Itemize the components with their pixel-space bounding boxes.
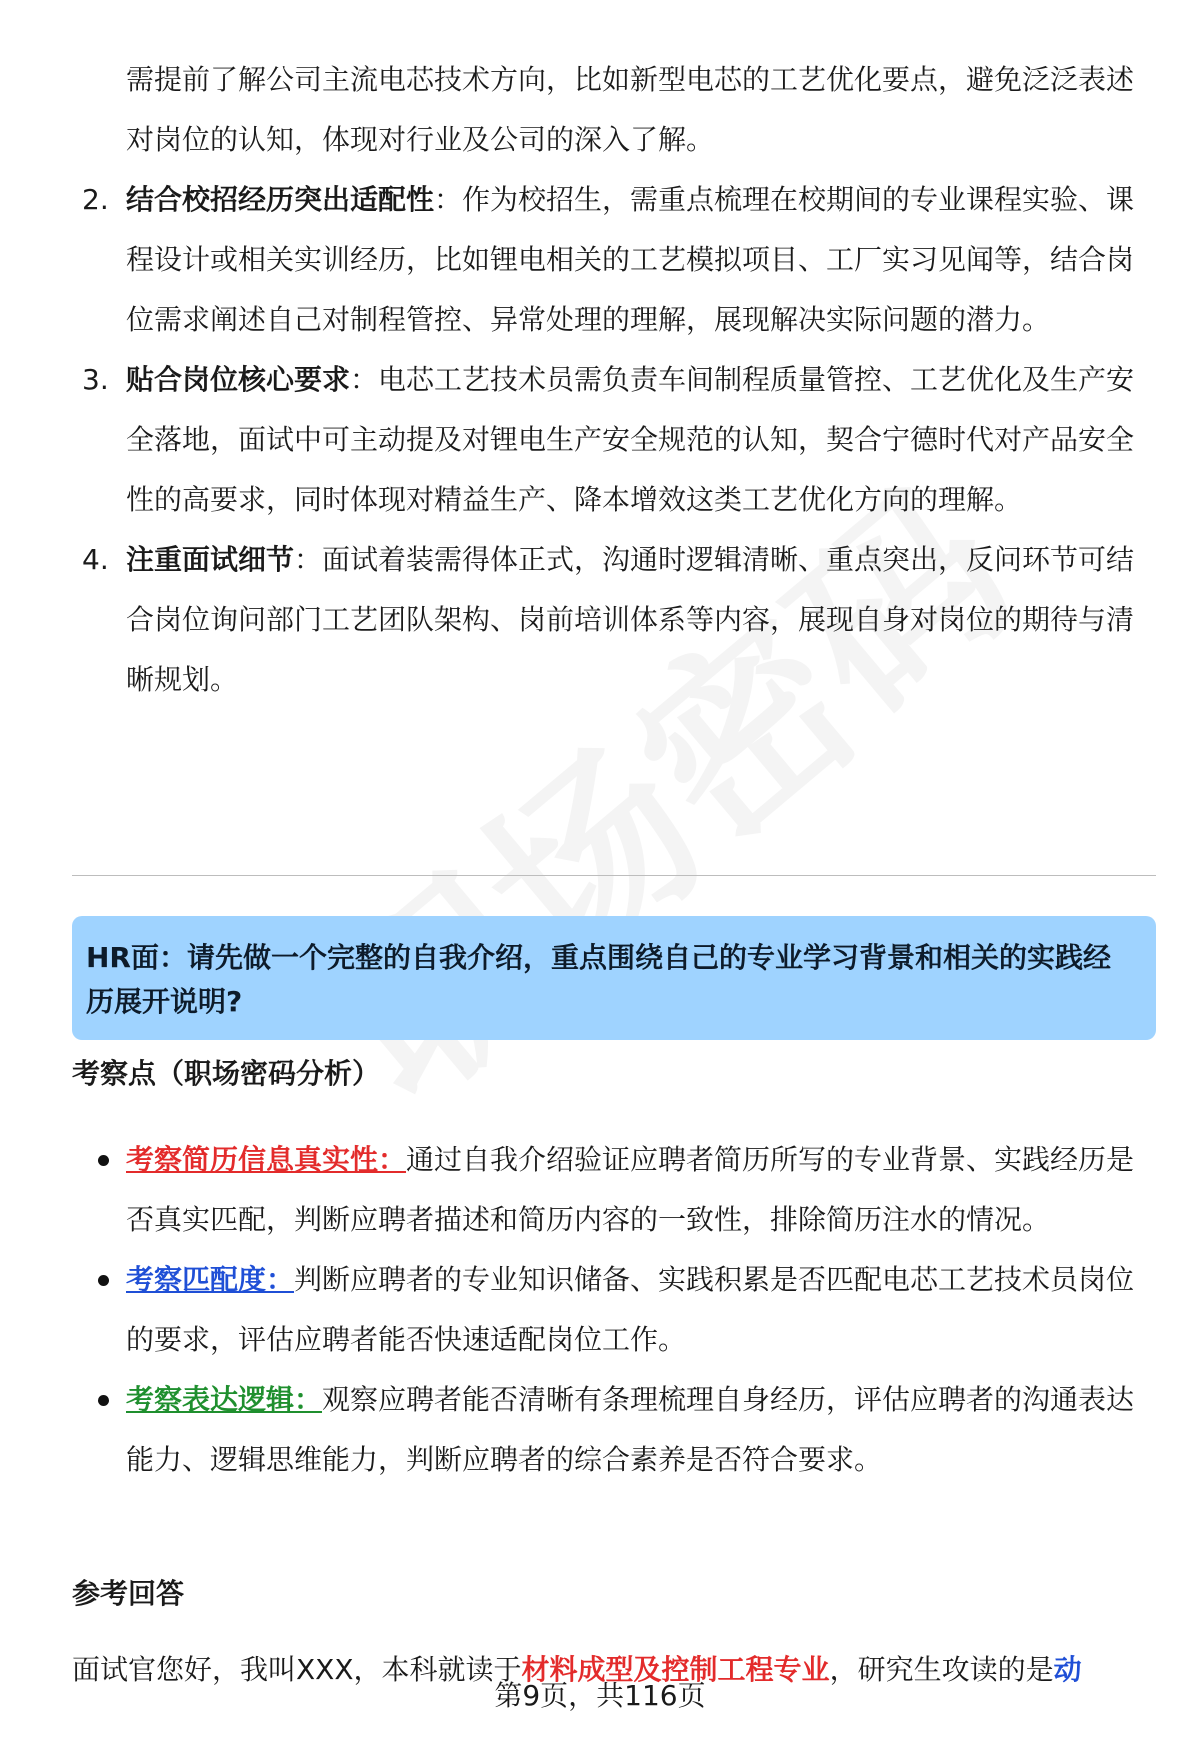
answer-text: ，研究生攻读的是 xyxy=(829,1653,1054,1686)
item-title: 结合校招经历突出适配性 xyxy=(126,183,435,216)
answer-heading: 参考回答 xyxy=(72,1577,185,1610)
numbered-item xyxy=(82,350,1146,530)
intro-continuation: 需提前了解公司主流电芯技术方向，比如新型电芯的工艺优化要点，避免泛泛表述对岗位的认知，体现对行业及公司的深入了解。 xyxy=(126,63,1135,156)
point-label: 考察表达逻辑： xyxy=(126,1383,323,1416)
bullet-icon xyxy=(98,1275,109,1286)
point-item xyxy=(96,1370,1146,1490)
item-separator: ： xyxy=(350,363,379,396)
item-title: 贴合岗位核心要求 xyxy=(126,363,351,396)
numbered-item xyxy=(82,530,1146,710)
item-separator: ： xyxy=(434,183,463,216)
question-text: HR面：请先做一个完整的自我介绍，重点围绕自己的专业学习背景和相关的实践经历展开说明? xyxy=(86,941,1111,1018)
item-separator: ： xyxy=(294,543,323,576)
point-item xyxy=(96,1130,1146,1250)
point-label: 考察匹配度： xyxy=(126,1263,295,1296)
points-heading: 考察点（职场密码分析） xyxy=(72,1057,381,1090)
point-body: 判断应聘者的专业知识储备、实践积累是否匹配电芯工艺技术员岗位的要求，评估应聘者能否快速适配岗位工作。 xyxy=(126,1263,1135,1356)
item-body: 电芯工艺技术员需负责车间制程质量管控、工艺优化及生产安全落地，面试中可主动提及对锂电生产安全规范的认知，契合宁德时代对产品安全性的高要求，同时体现对精益生产、降本增效这类工艺优化方向的理解。 xyxy=(126,363,1135,516)
point-label: 考察简历信息真实性： xyxy=(126,1143,407,1176)
item-title: 注重面试细节 xyxy=(126,543,295,576)
point-body: 通过自我介绍验证应聘者简历所写的专业背景、实践经历是否真实匹配，判断应聘者描述和简历内容的一致性，排除简历注水的情况。 xyxy=(126,1143,1135,1236)
item-body: 面试着装需得体正式，沟通时逻辑清晰、重点突出，反问环节可结合岗位询问部门工艺团队架构、岗前培训体系等内容，展现自身对岗位的期待与清晰规划。 xyxy=(126,543,1135,696)
answer-highlight: 材料成型及控制工程专业 xyxy=(521,1653,830,1686)
numbered-item xyxy=(82,170,1146,350)
bullet-icon xyxy=(98,1395,109,1406)
point-item xyxy=(96,1250,1146,1370)
page-footer: 第9页，共116页 xyxy=(494,1679,706,1712)
point-body: 观察应聘者能否清晰有条理梳理自身经历，评估应聘者的沟通表达能力、逻辑思维能力，判断应聘者的综合素养是否符合要求。 xyxy=(126,1383,1135,1476)
item-number: 2. xyxy=(82,183,109,216)
answer-highlight: 动 xyxy=(1053,1653,1082,1686)
numbered-list xyxy=(82,170,1146,710)
bullet-icon xyxy=(98,1155,109,1166)
points-list xyxy=(96,1130,1146,1490)
answer-text: 面试官您好，我叫XXX，本科就读于 xyxy=(72,1653,522,1686)
item-body: 作为校招生，需重点梳理在校期间的专业课程实验、课程设计或相关实训经历，比如锂电相关的工艺模拟项目、工厂实习见闻等，结合岗位需求阐述自己对制程管控、异常处理的理解，展现解决实际问题的潜力。 xyxy=(126,183,1135,336)
section-divider xyxy=(72,875,1156,876)
item-number: 3. xyxy=(82,363,109,396)
question-box xyxy=(72,916,1156,1040)
item-number: 4. xyxy=(82,543,109,576)
